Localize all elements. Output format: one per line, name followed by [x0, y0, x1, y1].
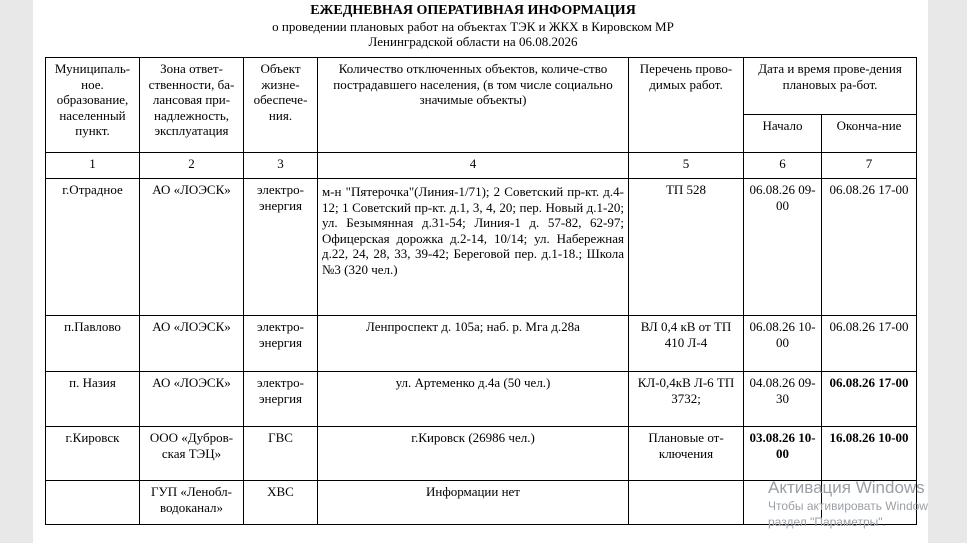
cell-start: 06.08.26 10-00	[744, 316, 822, 372]
col-header-zone: Зона ответ-ственности, ба-лансовая при-надлежность, эксплуатация	[140, 58, 244, 153]
document-date-line: Ленинградской области на 06.08.2026	[368, 34, 578, 49]
col-header-works: Перечень прово-димых работ.	[629, 58, 744, 153]
cell-end: 16.08.26 10-00	[822, 427, 917, 481]
cell-affected: ул. Артеменко д.4а (50 чел.)	[318, 372, 629, 427]
cell-works: КЛ-0,4кВ Л-6 ТП 3732;	[629, 372, 744, 427]
document-header	[33, 3, 913, 49]
col-header-datetime: Дата и время прове-дения плановых ра-бот.	[744, 58, 917, 115]
table-row	[46, 427, 917, 481]
cell-affected: м-н "Пятерочка"(Линия-1/71); 2 Советский пр-кт. д.4-12; 1 Советский пр-кт. д.1, 3, 4, 20; пер. Новый д.1-20; ул. Безымянная д.31-54; Линия-1 д. 57-82, 62-97; Офицерская дорожка д.2-14, 10/14; ул. Набережная д.22, 24, 28, 33, 39-42; Береговой пер. д.1-18.; Школа №3 (320 чел.)	[318, 179, 629, 316]
table-header-row	[46, 58, 917, 115]
col-header-end: Оконча-ние	[822, 115, 917, 153]
column-number: 3	[244, 153, 318, 179]
cell-zone: АО «ЛОЭСК»	[140, 316, 244, 372]
watermark-text: Чтобы активировать Window	[768, 499, 928, 513]
document-title: ЕЖЕДНЕВНАЯ ОПЕРАТИВНАЯ ИНФОРМАЦИЯ	[310, 3, 636, 18]
cell-place: п. Назия	[46, 372, 140, 427]
cell-zone: ГУП «Ленобл-водоканал»	[140, 481, 244, 525]
column-number: 7	[822, 153, 917, 179]
cell-start: 06.08.26 09-00	[744, 179, 822, 316]
cell-object: ГВС	[244, 427, 318, 481]
cell-zone: ООО «Дубров-ская ТЭЦ»	[140, 427, 244, 481]
cell-affected: Информации нет	[318, 481, 629, 525]
cell-start: 03.08.26 10-00	[744, 427, 822, 481]
cell-works	[629, 481, 744, 525]
cell-works: ТП 528	[629, 179, 744, 316]
document-subtitle: о проведении плановых работ на объектах ТЭК и ЖКХ в Кировском МР	[272, 19, 674, 34]
cell-end: 06.08.26 17-00	[822, 316, 917, 372]
col-header-start: Начало	[744, 115, 822, 153]
cell-affected: Ленпроспект д. 105а; наб. р. Мга д.28а	[318, 316, 629, 372]
table-row	[46, 316, 917, 372]
cell-place	[46, 481, 140, 525]
cell-zone: АО «ЛОЭСК»	[140, 372, 244, 427]
cell-end: 06.08.26 17-00	[822, 372, 917, 427]
column-number: 1	[46, 153, 140, 179]
cell-start	[744, 481, 822, 525]
column-number: 4	[318, 153, 629, 179]
col-header-object: Объект жизне-обеспече-ния.	[244, 58, 318, 153]
operations-table	[45, 57, 917, 525]
cell-object: электро-энергия	[244, 316, 318, 372]
cell-end	[822, 481, 917, 525]
column-number: 2	[140, 153, 244, 179]
cell-end: 06.08.26 17-00	[822, 179, 917, 316]
col-header-municipality: Муниципаль-ное. образование, населенный пункт.	[46, 58, 140, 153]
watermark-title: Активация Windows	[768, 478, 925, 497]
table-row	[46, 481, 917, 525]
cell-place: п.Павлово	[46, 316, 140, 372]
cell-works: ВЛ 0,4 кВ от ТП 410 Л-4	[629, 316, 744, 372]
cell-place: г.Отрадное	[46, 179, 140, 316]
cell-object: ХВС	[244, 481, 318, 525]
col-header-affected: Количество отключенных объектов, количе-ство пострадавшего населения, (в том числе социально значимые объекты)	[318, 58, 629, 153]
cell-object: электро-энергия	[244, 372, 318, 427]
table-row	[46, 372, 917, 427]
cell-start: 04.08.26 09-30	[744, 372, 822, 427]
cell-works: Плановые от-ключения	[629, 427, 744, 481]
cell-affected: г.Кировск (26986 чел.)	[318, 427, 629, 481]
column-number: 6	[744, 153, 822, 179]
column-number: 5	[629, 153, 744, 179]
cell-object: электро-энергия	[244, 179, 318, 316]
column-number-row	[46, 153, 917, 179]
cell-zone: АО «ЛОЭСК»	[140, 179, 244, 316]
cell-place: г.Кировск	[46, 427, 140, 481]
table-row	[46, 179, 917, 316]
watermark-text: раздел "Параметры".	[768, 515, 886, 529]
